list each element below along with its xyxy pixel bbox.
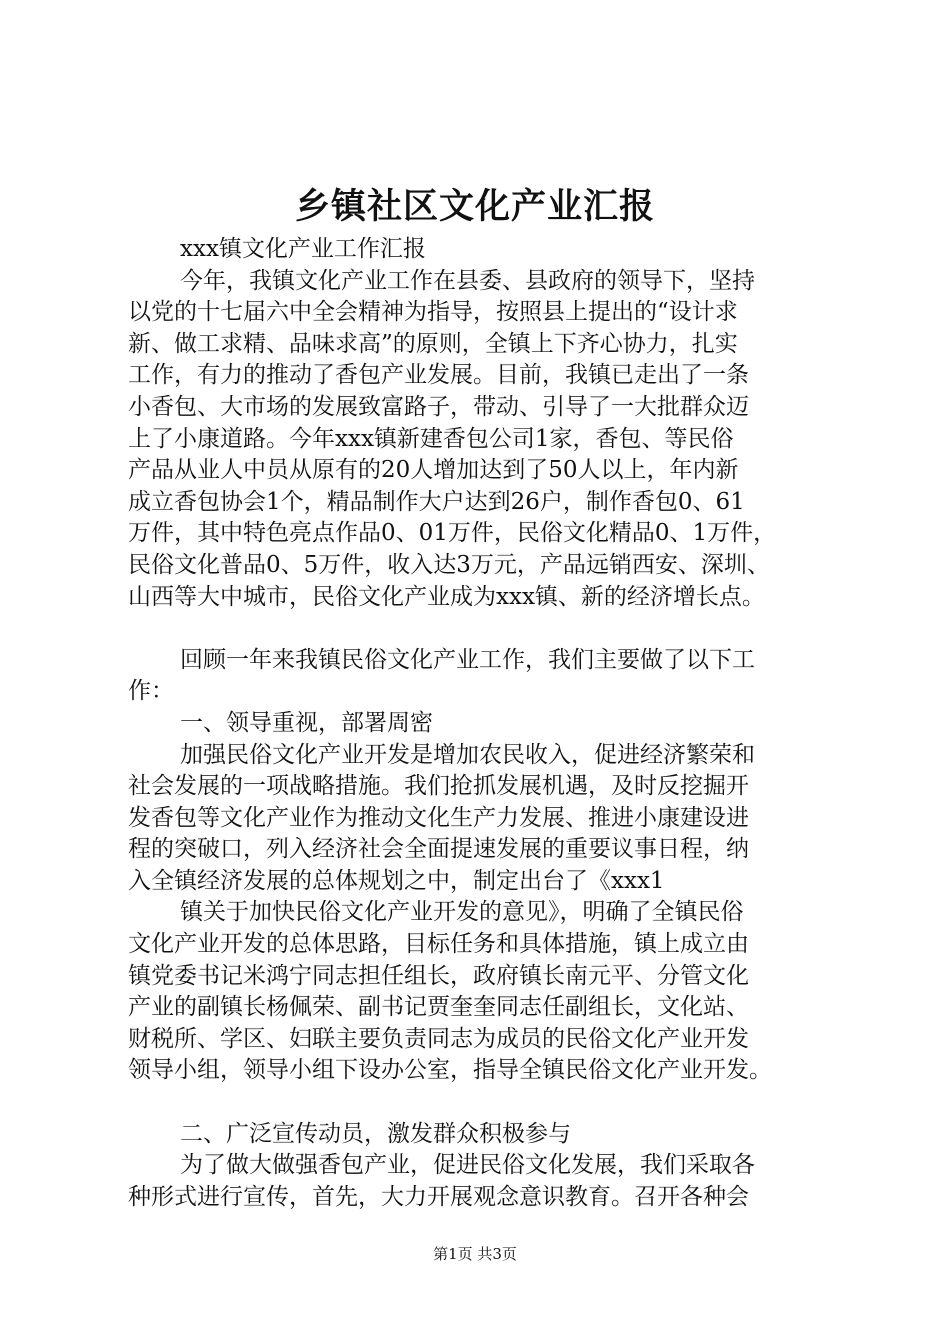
paragraph-line: 回顾一年来我镇民俗文化产业工作，我们主要做了以下工 <box>180 646 755 673</box>
paragraph-line: 以党的十七届六中全会精神为指导，按照县上提出的“设计求 <box>128 299 738 326</box>
paragraph-line: 上了小康道路。今年xxx镇新建香包公司1家，香包、等民俗 <box>128 425 734 452</box>
paragraph-line: 万件，其中特色亮点作品0、01万件，民俗文化精品0、1万件， <box>128 520 777 547</box>
paragraph-line: 成立香包协会1个，精品制作大户达到26户，制作香包0、61 <box>128 488 745 515</box>
page-number-footer: 第1页 共3页 <box>433 1245 517 1263</box>
paragraph-line: 种形式进行宣传，首先，大力开展观念意识教育。召开各种会 <box>128 1183 749 1210</box>
paragraph-line: 发香包等文化产业作为推动文化生产力发展、推进小康建设进 <box>128 804 749 831</box>
paragraph-line: 镇关于加快民俗文化产业开发的意见》，明确了全镇民俗 <box>180 899 744 926</box>
paragraph-line: 社会发展的一项战略措施。我们抢抓发展机遇，及时反挖掘开 <box>128 773 749 800</box>
paragraph-line: 今年，我镇文化产业工作在县委、县政府的领导下，坚持 <box>180 267 755 294</box>
paragraph-line: 产品从业人中员从原有的20人增加达到了50人以上，年内新 <box>128 457 739 484</box>
document-title: 乡镇社区文化产业汇报 <box>294 187 655 227</box>
paragraph-line: 加强民俗文化产业开发是增加农民收入，促进经济繁荣和 <box>180 741 755 768</box>
paragraph-line: 镇党委书记米鸿宁同志担任组长，政府镇长南元平、分管文化 <box>128 962 749 989</box>
subtitle-line: xxx镇文化产业工作汇报 <box>180 236 426 262</box>
paragraph-line: 产业的副镇长杨佩荣、副书记贾奎奎同志任副组长，文化站、 <box>128 994 749 1021</box>
paragraph-line: 文化产业开发的总体思路，目标任务和具体措施，镇上成立由 <box>128 931 749 958</box>
paragraph-line: 领导小组，领导小组下设办公室，指导全镇民俗文化产业开发。 <box>128 1057 772 1084</box>
paragraph-line: 山西等大中城市，民俗文化产业成为xxx镇、新的经济增长点。 <box>128 583 765 610</box>
section-heading: 二、广泛宣传动员，激发群众积极参与 <box>180 1120 571 1147</box>
paragraph-line: 程的突破口，列入经济社会全面提速发展的重要议事日程，纳 <box>128 836 749 863</box>
paragraph-line: 入全镇经济发展的总体规划之中，制定出台了《xxx1 <box>128 867 665 894</box>
paragraph-line: 民俗文化普品0、5万件，收入达3万元，产品远销西安、深圳、 <box>128 551 770 578</box>
paragraph-gap <box>128 613 850 645</box>
section-heading: 一、领导重视，部署周密 <box>180 709 433 736</box>
paragraph-gap <box>128 1087 850 1119</box>
paragraph-line: 新、做工求精、品味求高”的原则，全镇上下齐心协力，扎实 <box>128 330 738 357</box>
paragraph-line: 小香包、大市场的发展致富路子，带动、引导了一大批群众迈 <box>128 393 749 420</box>
paragraph-line: 为了做大做强香包产业，促进民俗文化发展，我们采取各 <box>180 1152 755 1179</box>
paragraph-line: 财税所、学区、妇联主要负责同志为成员的民俗文化产业开发 <box>128 1025 749 1052</box>
paragraph-line: 作： <box>128 678 174 705</box>
paragraph-line: 工作，有力的推动了香包产业发展。目前，我镇已走出了一条 <box>128 362 749 389</box>
document-body <box>128 234 850 1213</box>
